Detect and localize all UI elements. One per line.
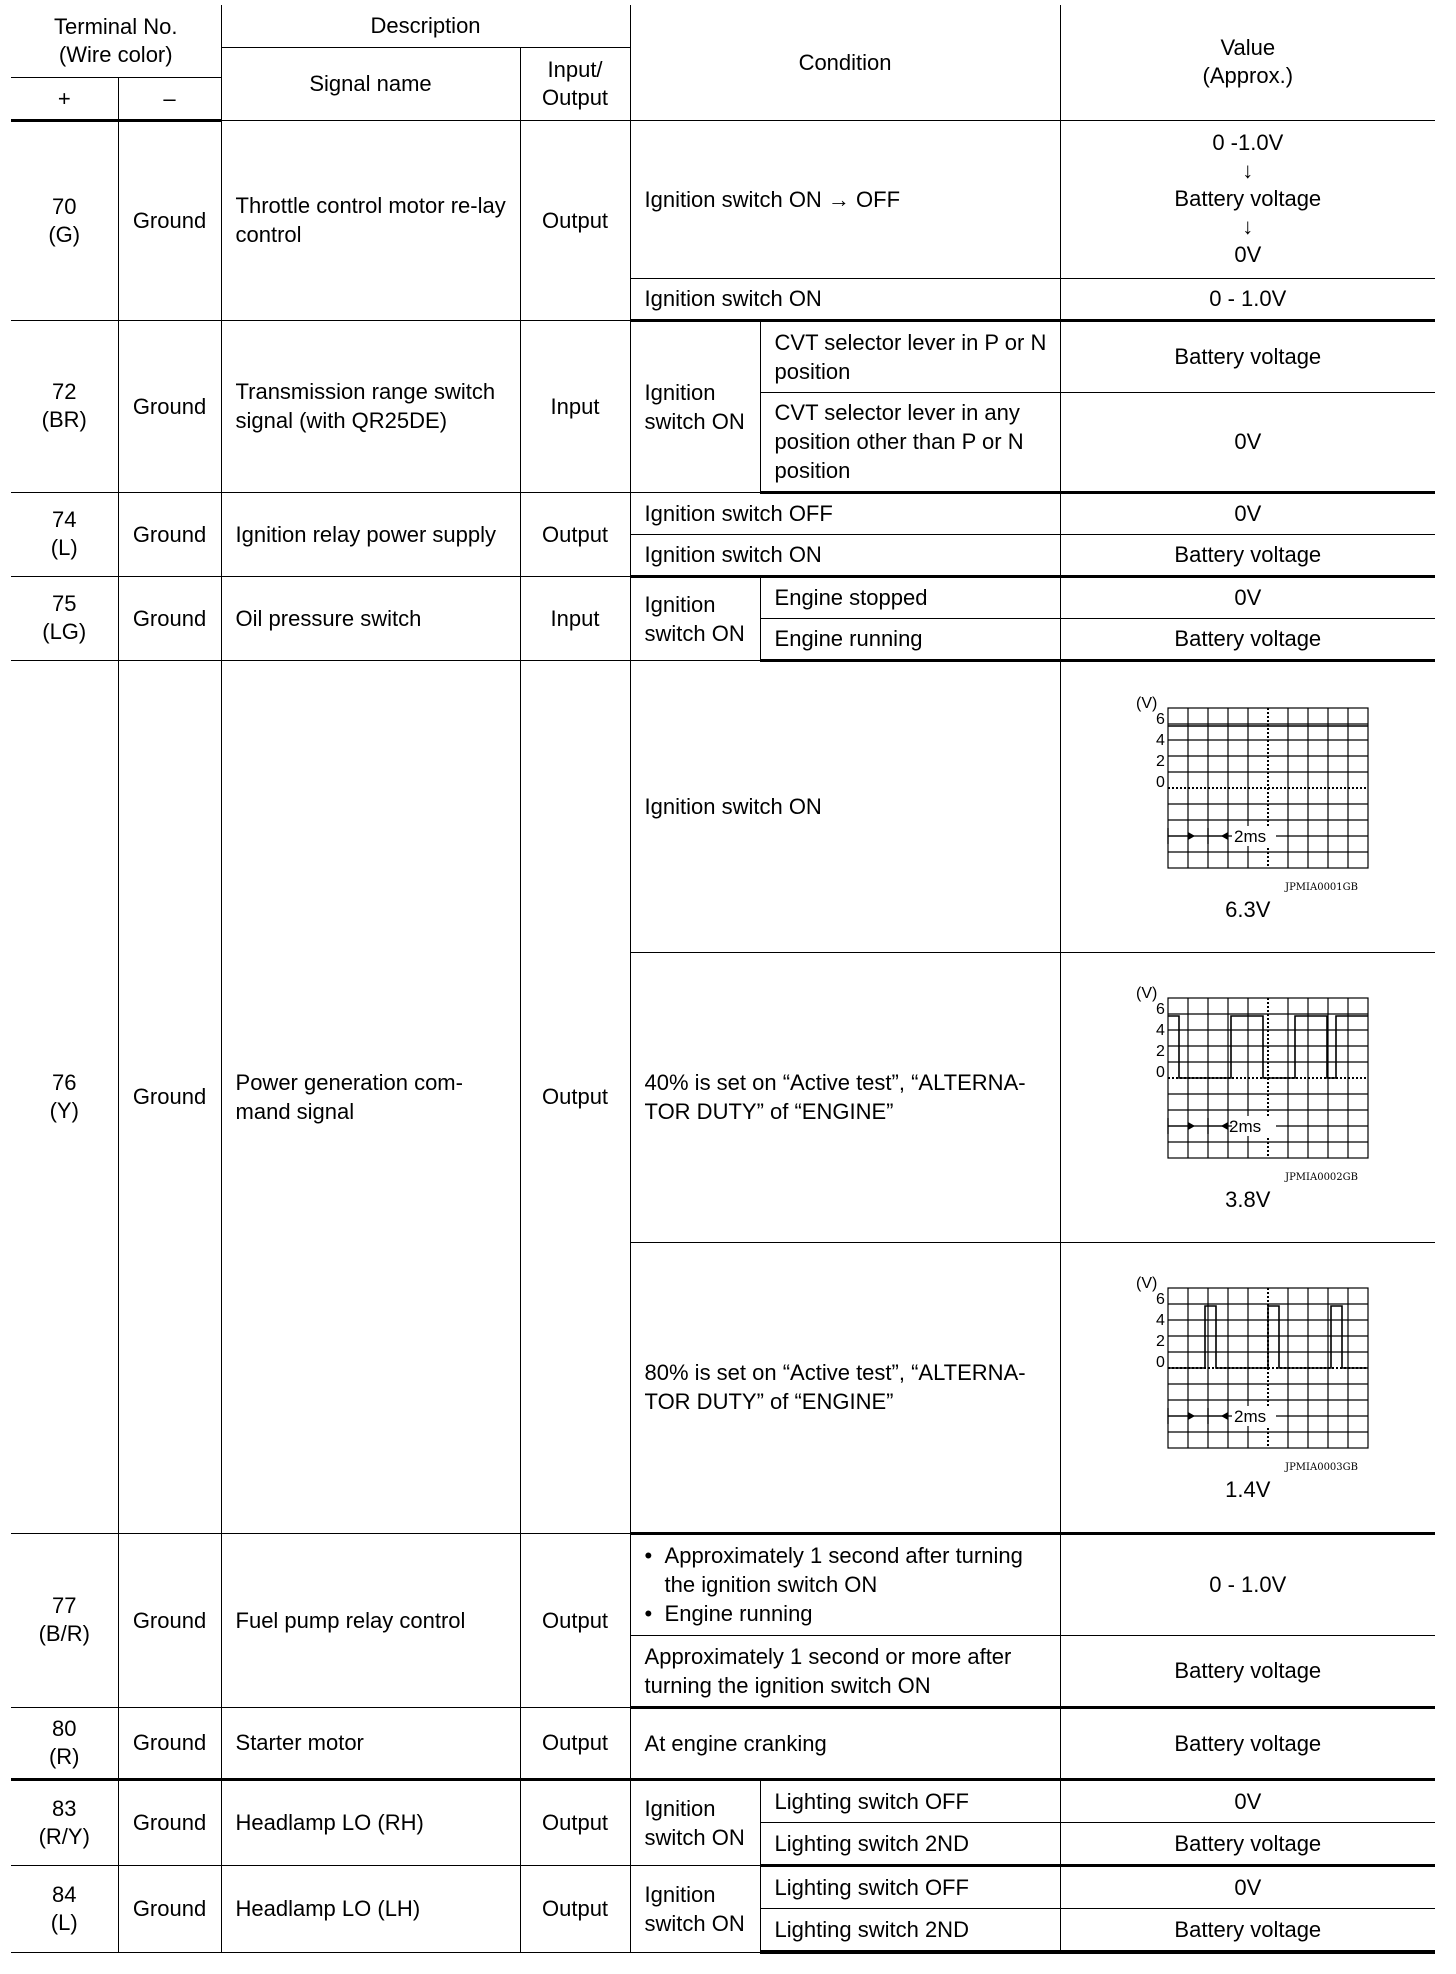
condition-70-b: Ignition switch ON <box>630 278 1060 320</box>
condition-70-a: Ignition switch ON → OFF <box>630 120 1060 278</box>
condition-72: Ignition switch ON <box>630 320 760 492</box>
header-terminal-no: Terminal No. (Wire color) <box>11 5 221 77</box>
ground-83: Ground <box>118 1779 221 1865</box>
signal-72: Transmission range switch signal (with QR25DE) <box>221 320 520 492</box>
value-72-a: Battery voltage <box>1060 320 1435 392</box>
subcondition-75-b: Engine running <box>760 618 1060 660</box>
terminal-84: 84 (L) <box>11 1865 118 1952</box>
ground-74: Ground <box>118 492 221 576</box>
io-80: Output <box>520 1707 630 1779</box>
signal-76: Power generation com-mand signal <box>221 660 520 1533</box>
terminal-75: 75 (LG) <box>11 576 118 660</box>
value-76-c-text: 1.4V <box>1225 1477 1271 1502</box>
condition-76-b: 40% is set on “Active test”, “ALTERNA-TOR DUTY” of “ENGINE” <box>630 952 1060 1242</box>
subcondition-72-b: CVT selector lever in any position other than P or N position <box>760 392 1060 492</box>
ground-70: Ground <box>118 120 221 320</box>
oscilloscope-waveform-40pct <box>1098 980 1398 1186</box>
signal-83: Headlamp LO (RH) <box>221 1779 520 1865</box>
figure-code-1: JPMIA0001GB <box>1284 881 1358 893</box>
terminal-70: 70 (G) <box>11 120 118 320</box>
list-item: • Approximately 1 second after turning the ignition switch ON <box>665 1541 1050 1599</box>
svg-text:4: 4 <box>1155 1312 1165 1329</box>
oscilloscope-waveform-80pct <box>1098 1270 1398 1476</box>
oscilloscope-waveform-6v <box>1098 690 1398 896</box>
subcondition-84-a: Lighting switch OFF <box>760 1865 1060 1908</box>
terminal-72: 72 (BR) <box>11 320 118 492</box>
signal-74: Ignition relay power supply <box>221 492 520 576</box>
svg-text:4: 4 <box>1155 731 1165 749</box>
subcondition-75-a: Engine stopped <box>760 576 1060 618</box>
ground-76: Ground <box>118 660 221 1533</box>
io-76: Output <box>520 660 630 1533</box>
svg-text:6: 6 <box>1155 1291 1165 1308</box>
io-72: Input <box>520 320 630 492</box>
svg-text:(V): (V) <box>1135 1275 1158 1292</box>
signal-80: Starter motor <box>221 1707 520 1779</box>
header-input-output: Input/ Output <box>520 47 630 120</box>
value-76-a <box>1060 660 1435 952</box>
terminal-83: 83 (R/Y) <box>11 1779 118 1865</box>
value-72-b: 0V <box>1060 392 1435 492</box>
subcondition-83-b: Lighting switch 2ND <box>760 1822 1060 1865</box>
header-minus: – <box>118 77 221 120</box>
value-76-b-text: 3.8V <box>1225 1187 1271 1212</box>
value-74-b: Battery voltage <box>1060 534 1435 576</box>
list-item: • Engine running <box>665 1599 1050 1628</box>
signal-77: Fuel pump relay control <box>221 1533 520 1707</box>
svg-text:2: 2 <box>1155 1043 1165 1060</box>
condition-74-b: Ignition switch ON <box>630 534 1060 576</box>
terminal-spec-table <box>11 5 1435 1954</box>
terminal-76: 76 (Y) <box>11 660 118 1533</box>
down-arrow-icon: ↓ <box>1242 158 1254 183</box>
ground-80: Ground <box>118 1707 221 1779</box>
header-description: Description <box>221 5 630 47</box>
condition-76-c: 80% is set on “Active test”, “ALTERNA-TOR DUTY” of “ENGINE” <box>630 1242 1060 1533</box>
svg-text:0: 0 <box>1155 773 1165 791</box>
header-signal-name: Signal name <box>221 47 520 120</box>
io-77: Output <box>520 1533 630 1707</box>
svg-text:2ms: 2ms <box>1228 1117 1261 1136</box>
ground-77: Ground <box>118 1533 221 1707</box>
terminal-74: 74 (L) <box>11 492 118 576</box>
value-80: Battery voltage <box>1060 1707 1435 1779</box>
svg-text:(V): (V) <box>1135 985 1158 1002</box>
io-83: Output <box>520 1779 630 1865</box>
condition-83: Ignition switch ON <box>630 1779 760 1865</box>
ground-72: Ground <box>118 320 221 492</box>
value-84-a: 0V <box>1060 1865 1435 1908</box>
svg-text:0: 0 <box>1155 1064 1165 1081</box>
value-74-a: 0V <box>1060 492 1435 534</box>
io-75: Input <box>520 576 630 660</box>
signal-75: Oil pressure switch <box>221 576 520 660</box>
figure-code-2: JPMIA0002GB <box>1284 1172 1358 1183</box>
condition-77-bullets <box>645 1541 1050 1628</box>
condition-84: Ignition switch ON <box>630 1865 760 1952</box>
value-76-a-text: 6.3V <box>1225 896 1271 922</box>
signal-70: Throttle control motor re-lay control <box>221 120 520 320</box>
terminal-77: 77 (B/R) <box>11 1533 118 1707</box>
io-74: Output <box>520 492 630 576</box>
value-77-b: Battery voltage <box>1060 1635 1435 1707</box>
value-83-b: Battery voltage <box>1060 1822 1435 1865</box>
ground-84: Ground <box>118 1865 221 1952</box>
condition-77-a <box>630 1533 1060 1635</box>
condition-76-a: Ignition switch ON <box>630 660 1060 952</box>
value-70-b: 0 - 1.0V <box>1060 278 1435 320</box>
condition-75: Ignition switch ON <box>630 576 760 660</box>
header-condition: Condition <box>630 5 1060 120</box>
terminal-table-page <box>11 5 1435 1969</box>
value-75-b: Battery voltage <box>1060 618 1435 660</box>
value-76-b <box>1060 952 1435 1242</box>
svg-text:0: 0 <box>1155 1354 1165 1371</box>
value-75-a: 0V <box>1060 576 1435 618</box>
ground-75: Ground <box>118 576 221 660</box>
value-76-c <box>1060 1242 1435 1533</box>
subcondition-72-a: CVT selector lever in P or N position <box>760 320 1060 392</box>
header-plus: + <box>11 77 118 120</box>
svg-text:(V): (V) <box>1135 694 1158 712</box>
condition-74-a: Ignition switch OFF <box>630 492 1060 534</box>
condition-77-b: Approximately 1 second or more after turning the ignition switch ON <box>630 1635 1060 1707</box>
header-value: Value (Approx.) <box>1060 5 1435 120</box>
value-77-a: 0 - 1.0V <box>1060 1533 1435 1635</box>
svg-text:2: 2 <box>1155 752 1165 770</box>
figure-code-3: JPMIA0003GB <box>1284 1462 1358 1473</box>
io-70: Output <box>520 120 630 320</box>
condition-80: At engine cranking <box>630 1707 1060 1779</box>
svg-text:2: 2 <box>1155 1333 1165 1350</box>
value-84-b: Battery voltage <box>1060 1908 1435 1952</box>
io-84: Output <box>520 1865 630 1952</box>
svg-text:6: 6 <box>1155 710 1165 728</box>
subcondition-83-a: Lighting switch OFF <box>760 1779 1060 1822</box>
svg-text:6: 6 <box>1155 1001 1165 1018</box>
value-70-a: 0 -1.0V ↓ Battery voltage ↓ 0V <box>1060 120 1435 278</box>
svg-text:2ms: 2ms <box>1233 826 1266 846</box>
signal-84: Headlamp LO (LH) <box>221 1865 520 1952</box>
terminal-80: 80 (R) <box>11 1707 118 1779</box>
svg-text:2ms: 2ms <box>1233 1407 1266 1426</box>
subcondition-84-b: Lighting switch 2ND <box>760 1908 1060 1952</box>
value-83-a: 0V <box>1060 1779 1435 1822</box>
svg-text:4: 4 <box>1155 1022 1165 1039</box>
down-arrow-icon: ↓ <box>1242 214 1254 239</box>
